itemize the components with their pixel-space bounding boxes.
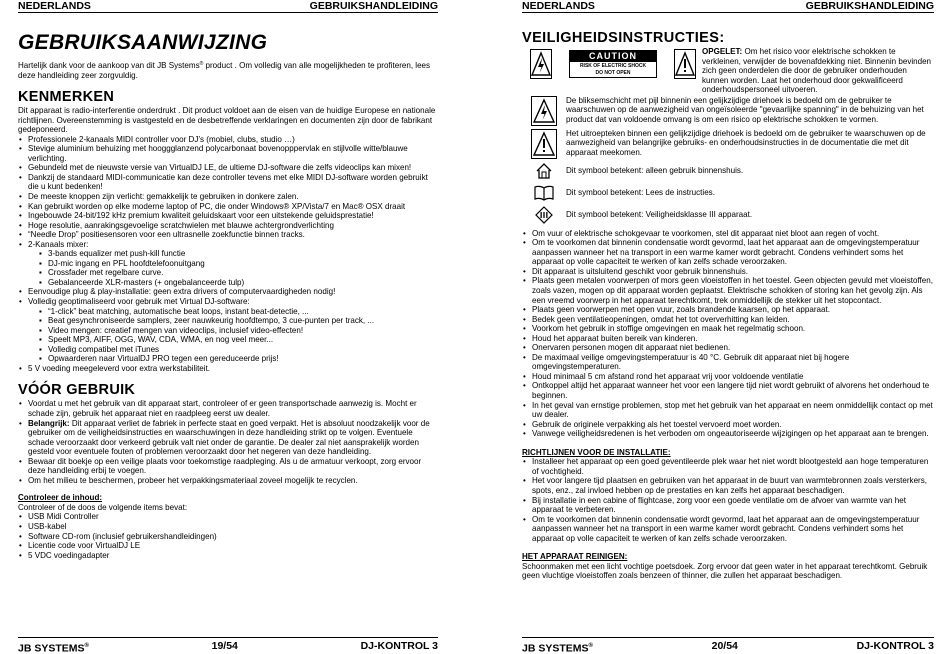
mixer-item: ▪ 3-bands equalizer met push-kill functie bbox=[18, 249, 438, 259]
install-title: RICHTLIJNEN VOOR DE INSTALLATIE: bbox=[522, 447, 671, 457]
cleaning-text: Schoonmaken met een licht vochtige poetsdoek. Zorg ervoor dat geen water in het apparaat terechtkomt. Gebruik geen vluchtige vloeistoffen zoals benzeen of thinner, die zullen het apparaat beschadigen. bbox=[522, 561, 928, 581]
list-item: • 5 V voeding meegeleverd voor extra werkstabiliteit. bbox=[18, 364, 438, 374]
important-text: Dit apparaat verliet de fabriek in perfecte staat en goed verpakt. Het is absoluut noodzakelijk voor de gebruiker om de veiligheidsinstructies en waarschuwingen in deze handleiding strikt op te volgen. Eventuele schade veroorzaakt door verkeerd gebruik valt niet onder de garantie. De dealer zal niet aansprakelijk worden gesteld voor eventuele fouten of problemen veroorzaakt door het negeren van deze handleiding. bbox=[28, 418, 430, 457]
features-list bbox=[18, 135, 438, 374]
mixer-item: ▪ Gebalanceerde XLR-masters (+ ongebalanceerde tulp) bbox=[18, 278, 438, 288]
footer-brand: JB SYSTEMS® bbox=[522, 642, 593, 654]
list-item: • Om het milieu te beschermen, probeer het verpakkingsmateriaal zoveel mogelijk te recyclen. bbox=[18, 476, 438, 486]
list-item: • In het geval van ernstige problemen, stop met het gebruik van het apparaat en neem onmiddellijk contact op met uw dealer. bbox=[522, 401, 934, 420]
vdj-item: ▪ Beat gesynchroniseerde samplers, zeer nauwkeurig hoofdtempo, 3 cue-punten per track, ... bbox=[18, 316, 438, 326]
list-item: • Kan gebruikt worden op elke moderne laptop of PC, die onder Windows® XP/Vista/7 en Mac® OSX draait bbox=[18, 202, 438, 212]
exclamation-triangle-icon bbox=[522, 129, 566, 159]
caution-bold: OPGELET: bbox=[702, 47, 743, 56]
vdj-item: ▪ Opwaarderen naar VirtualDJ PRO tegen een gereduceerde prijs! bbox=[18, 354, 438, 364]
list-item: • Vanwege veiligheidsredenen is het verboden om ongeautoriseerde wijzigingen op het apparaat aan te brengen. bbox=[522, 429, 934, 439]
caution-title: CAUTION bbox=[570, 51, 656, 62]
indoor-house-icon bbox=[522, 162, 566, 180]
caution-label bbox=[569, 50, 657, 78]
list-item: • Installeer het apparaat op een goed geventileerde plek waar het niet wordt blootgesteld aan hoge temperaturen of vochtigheid. bbox=[522, 457, 934, 476]
class3-symbol-row bbox=[522, 206, 934, 224]
list-item: • Licentie code voor VirtualDJ LE bbox=[18, 541, 438, 551]
voor-gebruik-list bbox=[18, 399, 438, 485]
exclamation-warning-icon bbox=[674, 49, 696, 79]
lightning-warning-icon bbox=[530, 49, 552, 79]
mixer-item: ▪ DJ-mic ingang en PFL hoofdtelefoonuitgang bbox=[18, 259, 438, 269]
page-footer bbox=[18, 637, 438, 652]
mixer-item: ▪ Crossfader met regelbare curve. bbox=[18, 268, 438, 278]
caution-text bbox=[702, 47, 934, 95]
book-symbol-row bbox=[522, 185, 934, 201]
manual-page-right bbox=[522, 0, 934, 654]
list-item: • Ingebouwde 24-bit/192 kHz premium kwaliteit geluidskaart voor een uitstekende geluidsprestatie! bbox=[18, 211, 438, 221]
cleaning-title: HET APPARAAT REINIGEN: bbox=[522, 552, 628, 562]
contents-intro: Controleer of de doos de volgende items bevat: bbox=[18, 502, 188, 512]
kenmerken-intro: Dit apparaat is radio-interferentie onderdrukt . Dit product voldoet aan de eisen van de huidige Europese en nationale richtlijnen. Overeenstemming is vastgesteld en de desbetreffende verklaringen en documenten zijn door de fabrikant gedeponeerd. bbox=[18, 106, 436, 135]
list-item: • Voorkom het gebruik in stoffige omgevingen en maak het regelmatig schoon. bbox=[522, 324, 934, 334]
footer-brand-text: JB SYSTEMS bbox=[18, 642, 85, 654]
lightning-triangle-icon bbox=[522, 96, 566, 126]
list-item: • Ontkoppel altijd het apparaat wanneer het voor een langere tijd niet wordt gebruikt of alvorens het onderhoud te beginnen. bbox=[522, 381, 934, 400]
vdj-item: ▪ Video mengen: creatief mengen van videoclips, inclusief video-effecten! bbox=[18, 326, 438, 336]
house-symbol-row bbox=[522, 162, 934, 180]
vdj-item: ▪ “1-click” beat matching, automatische beat loops, instant beat-detectie, ... bbox=[18, 307, 438, 317]
list-item: • Gebruik de originele verpakking als het toestel vervoerd moet worden. bbox=[522, 420, 934, 430]
footer-brand-text: JB SYSTEMS bbox=[522, 642, 589, 654]
list-item: • Om te voorkomen dat binnenin condensatie wordt gevormd, laat het apparaat aan de omgevingstemperatuur aanpassen wanneer het na transport in een warme kamer wordt gebracht. Condens verhindert soms het apparaat op volle capaciteit te werken of kan zelfs schade veroorzaken. bbox=[522, 238, 934, 267]
list-item: • Stevige aluminium behuizing met hooggglanzend polycarbonaat bovenopppervlak en stijlvolle witte/blauwe verlichting. bbox=[18, 144, 438, 163]
page-header bbox=[522, 0, 934, 13]
lightning-symbol-row bbox=[522, 96, 934, 126]
header-doc-type: GEBRUIKSHANDLEIDING bbox=[805, 0, 934, 12]
safety-list bbox=[522, 229, 934, 439]
manual-page-left bbox=[18, 0, 438, 654]
list-item: • Plaats geen voorwerpen met open vuur, zoals brandende kaarsen, op het apparaat. bbox=[522, 305, 934, 315]
page-header bbox=[18, 0, 438, 13]
list-item: • USB-kabel bbox=[18, 522, 438, 532]
header-language: NEDERLANDS bbox=[522, 0, 595, 12]
list-item: • Bedek geen ventilatieopeningen, omdat het tot oververhitting kan leiden. bbox=[522, 315, 934, 325]
list-item: • De meeste knoppen zijn verlicht: gemakkelijk te gebruiken in donkere zalen. bbox=[18, 192, 438, 202]
list-item: • Dit apparaat is uitsluitend geschikt voor gebruik binnenshuis. bbox=[522, 267, 934, 277]
caution-do-not-open: DO NOT OPEN bbox=[595, 70, 631, 76]
list-item: • Houd het apparaat buiten bereik van kinderen. bbox=[522, 334, 934, 344]
caution-icons bbox=[522, 47, 702, 79]
contents-title: Controleer de inhoud: bbox=[18, 493, 103, 503]
list-item: • Plaats geen metalen voorwerpen of mors geen vloeistoffen in het toestel. Geen objecten gevuld met vloeistoffen, zoals vazen, mogen op dit apparaat worden geplaatst. Elektrische schokken of storing kan het gevolg zijn. Als een vreemd voorwerp in het apparaat terechtkomt, trek onmiddellijk de stekker uit het stopcontact. bbox=[522, 276, 934, 305]
list-item: • Het voor langere tijd plaatsen en gebruiken van het apparaat in de buurt van warmtebronnen zoals versterkers, spots, enz., zal invloed hebben op de prestaties en kan zelfs het apparaat beschadigen. bbox=[522, 476, 934, 495]
intro-text-b: product . Om volledig van alle mogelijkheden te profiteren, lees deze handleiding zeer zorgvuldig. bbox=[18, 61, 431, 80]
list-item: • Gebundeld met de nieuwste versie van VirtualDJ LE, de ultieme DJ-software die zelfs videoclips kan mixen! bbox=[18, 163, 438, 173]
intro-paragraph: Hartelijk dank voor de aankoop van dit JB Systems® product . Om volledig van alle mogelijkheden te profiteren, lees deze handleiding zeer zorgvuldig. bbox=[18, 61, 431, 80]
list-item: • Professionele 2-kanaals MIDI controller voor DJ’s (mobiel, clubs, studio …) bbox=[18, 135, 438, 145]
list-item: • Om vuur of elektrische schokgevaar te voorkomen, stel dit apparaat niet bloot aan regen of vocht. bbox=[522, 229, 934, 239]
list-item bbox=[18, 419, 438, 457]
list-item: • 5 VDC voedingadapter bbox=[18, 551, 438, 561]
footer-page-number: 20/54 bbox=[711, 640, 738, 652]
exclamation-explanation: Het uitroepteken binnen een gelijkzijdige driehoek is bedoeld om de gebruiker te waarschuwen op de aanwezigheid van belangrijke gebruiks- en onderhoudsinstructies in de documentatie die met dit apparaat meekomen. bbox=[566, 128, 926, 157]
list-item: • Voordat u met het gebruik van dit apparaat start, controleer of er geen transportschade aanwezig is. Mocht er schade zijn, gebruik het apparaat niet en raadpleeg eerst uw dealer. bbox=[18, 399, 438, 418]
list-item: • 2-Kanaals mixer: bbox=[18, 240, 438, 250]
section-title-voor-gebruik: VÓÓR GEBRUIK bbox=[18, 382, 136, 399]
list-item: • De maximaal veilige omgevingstemperatuur is 40 °C. Gebruik dit apparaat niet bij hogere omgevingstemperaturen. bbox=[522, 353, 934, 372]
safety-class-iii-icon bbox=[522, 206, 566, 224]
book-explanation: Dit symbool betekent: Lees de instructies. bbox=[566, 187, 715, 197]
caution-block bbox=[522, 47, 934, 95]
list-item: • Bewaar dit boekje op een veilige plaats voor toekomstige raadpleging. Als u de armatuur verkoopt, zorg ervoor deze handleiding erbij te voegen. bbox=[18, 457, 438, 476]
vdj-item: ▪ Volledig compatibel met iTunes bbox=[18, 345, 438, 355]
exclamation-symbol-row bbox=[522, 129, 934, 159]
list-item: • Hoge resolutie, aanrakingsgevoelige scratchwielen met blauwe achtergrondverlichting bbox=[18, 221, 438, 231]
page-footer bbox=[522, 637, 934, 652]
intro-text-a: Hartelijk dank voor de aankoop van dit JB Systems bbox=[18, 61, 200, 70]
list-item: • “Needle Drop” positiesensoren voor een ultrasnelle zoekfunctie binnen tracks. bbox=[18, 230, 438, 240]
lightning-explanation: De bliksemschicht met pijl binnenin een gelijkzijdige driehoek is bedoeld om de gebruiker te waarschuwen op de aanwezigheid van ongeïsoleerde "gevaarlijke spanning" in de behuizing van het product dat van voldoende omvang is om een risico op elektrische schokken te vormen. bbox=[566, 95, 924, 124]
list-item: • Volledig geoptimaliseerd voor gebruik met Virtual DJ-software: bbox=[18, 297, 438, 307]
page-body bbox=[522, 30, 934, 581]
footer-brand: JB SYSTEMS® bbox=[18, 642, 89, 654]
important-label: Belangrijk: bbox=[28, 418, 70, 428]
class3-explanation: Dit symbool betekent: Veiligheidsklasse III apparaat. bbox=[566, 209, 753, 219]
page-title: VEILIGHEIDSINSTRUCTIES: bbox=[522, 30, 725, 46]
list-item: • USB Midi Controller bbox=[18, 512, 438, 522]
list-item: • Houd minimaal 5 cm afstand rond het apparaat vrij voor voldoende ventilatie bbox=[522, 372, 934, 382]
vdj-item: ▪ Speelt MP3, AIFF, OGG, WAV, CDA, WMA, en nog veel meer... bbox=[18, 335, 438, 345]
footer-model: DJ-KONTROL 3 bbox=[856, 640, 934, 652]
list-item: • Software CD-rom (inclusief gebruikershandleidingen) bbox=[18, 532, 438, 542]
page-body bbox=[18, 30, 438, 560]
footer-model: DJ-KONTROL 3 bbox=[360, 640, 438, 652]
contents-list bbox=[18, 512, 438, 560]
caution-body: Om het risico voor elektrische schokken te verkleinen, verwijder de bovenafdekking niet. Binnenin bevinden zich geen onderdelen die door de gebruiker onderhouden kunnen worden. Laat het onderhoud door gekwalificeerd onderhoudspersoneel uitvoeren. bbox=[702, 47, 932, 95]
install-list bbox=[522, 457, 934, 543]
caution-risk: RISK OF ELECTRIC SHOCK bbox=[579, 63, 647, 69]
list-item: • Bij installatie in een cabine of flightcase, zorg voor een goede ventilatie om de afvoer van warmte van het apparaat te verbeteren. bbox=[522, 496, 934, 515]
page-title: GEBRUIKSAANWIJZING bbox=[18, 31, 268, 54]
list-item: • Dankzij de standaard MIDI-communicatie kan deze controller tevens met elke MIDI DJ-software worden gebruikt die u kunt bedenken! bbox=[18, 173, 438, 192]
footer-page-number: 19/54 bbox=[211, 640, 238, 652]
list-item: • Onervaren personen mogen dit apparaat niet bedienen. bbox=[522, 343, 934, 353]
read-instructions-book-icon bbox=[522, 185, 566, 201]
list-item: • Om te voorkomen dat binnenin condensatie wordt gevormd, laat het apparaat aan de omgevingstemperatuur aanpassen wanneer het na transport in een warme kamer wordt gebracht. Condens verhindert soms het apparaat op volle capaciteit te werken of kan zelfs schade veroorzaken. bbox=[522, 515, 934, 544]
header-doc-type: GEBRUIKSHANDLEIDING bbox=[309, 0, 438, 12]
house-explanation: Dit symbool betekent: alleen gebruik binnenshuis. bbox=[566, 165, 744, 175]
header-language: NEDERLANDS bbox=[18, 0, 91, 12]
list-item: • Eenvoudige plug & play-installatie: geen extra drivers of computervaardigheden nodig! bbox=[18, 287, 438, 297]
section-title-kenmerken: KENMERKEN bbox=[18, 89, 115, 106]
